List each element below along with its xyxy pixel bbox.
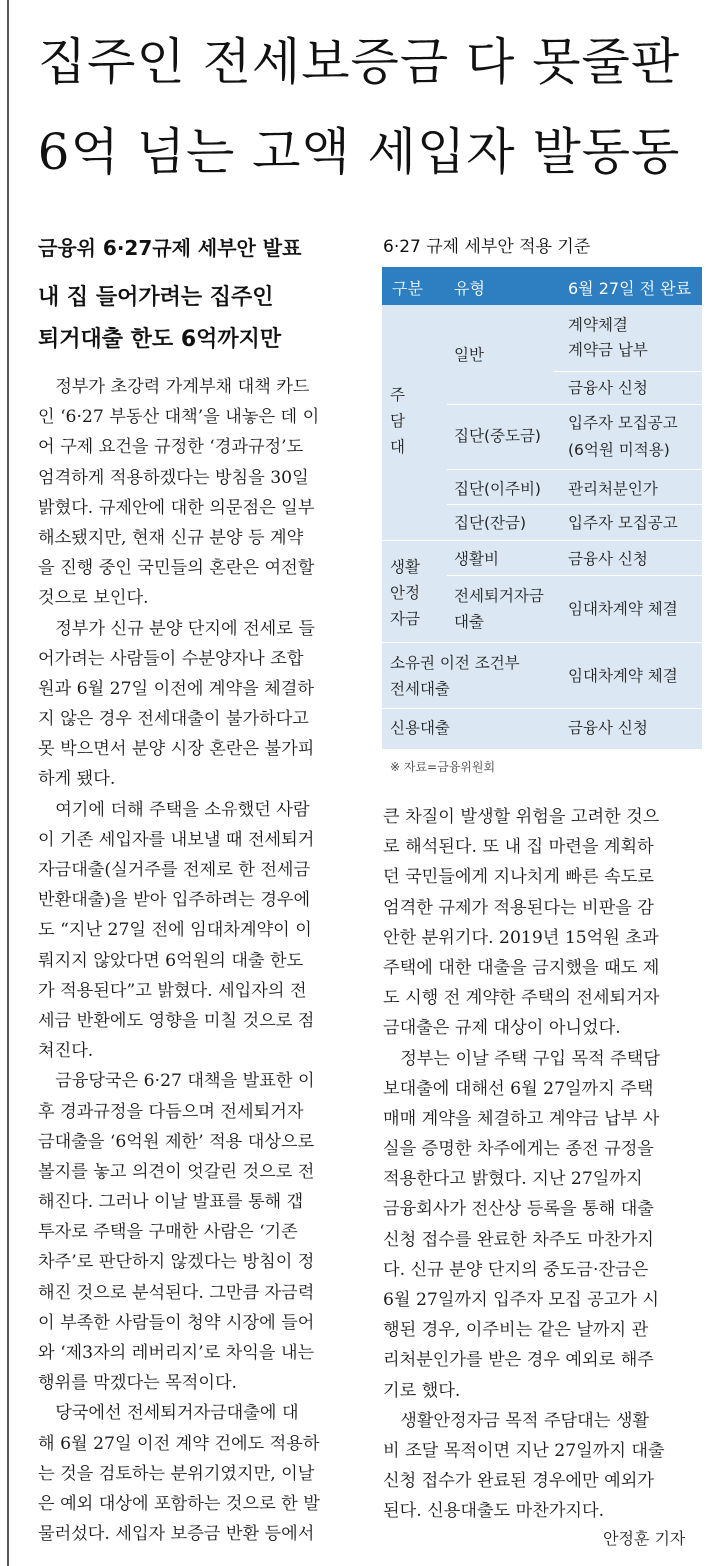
group-mortgage-char-3: 대 xyxy=(390,438,405,456)
article-line: 반환대출)을 받아 입주하려는 경우에 xyxy=(38,890,311,911)
article-line: 여기에 더해 주택을 소유했던 사람 xyxy=(38,799,310,820)
article-line: 금융회사가 전산상 등록을 통해 대출 xyxy=(383,1199,654,1220)
article-line: 도 시행 전 계약한 주택의 전세퇴거자 xyxy=(383,988,660,1009)
article-line: 리처분인가를 받은 경우 예외로 해주 xyxy=(383,1350,654,1371)
type-group-balance: 집단(잔금) xyxy=(454,514,526,532)
article-line: 후 경과규정을 다듬으며 전세퇴거자 xyxy=(38,1101,304,1122)
table-divider xyxy=(382,708,702,709)
article-line: 자금대출(실거주를 전제로 한 전세금 xyxy=(38,860,311,880)
type-group-middle-payment: 집단(중도금) xyxy=(454,427,541,445)
req-ownership: 임대차계약 체결 xyxy=(568,667,678,685)
article-line: 이 기존 세입자를 내보낼 때 전세퇴거 xyxy=(38,829,315,850)
type-jeonse-exit-1: 전세퇴거자금 xyxy=(454,587,544,605)
type-living-expense: 생활비 xyxy=(454,550,499,568)
type-ownership-1: 소유권 이전 조건부 xyxy=(390,654,520,672)
article-body-right-column xyxy=(383,802,705,1527)
table-divider xyxy=(382,642,702,643)
byline: 안정훈 기자 xyxy=(603,1529,686,1548)
req-general-apply: 금융사 신청 xyxy=(568,379,648,397)
subheadline-line-1: 내 집 들어가려는 집주인 xyxy=(38,285,274,310)
article-line: 다. 신규 분양 단지의 중도금·잔금은 xyxy=(383,1259,649,1280)
article-line: 행위를 막겠다는 목적이다. xyxy=(38,1373,238,1394)
article-line: 볼지를 놓고 의견이 엇갈린 것으로 전 xyxy=(38,1161,315,1182)
article-line: 을 진행 중인 국민들의 혼란은 여전할 xyxy=(38,558,315,579)
article-line: 금대출을 ‘6억원 제한’ 적용 대상으로 xyxy=(38,1131,315,1152)
type-ownership-2: 전세대출 xyxy=(390,680,450,698)
article-line: 도 “지난 27일 전에 임대차계약이 이 xyxy=(38,920,312,941)
table-header-row xyxy=(382,267,702,305)
group-mortgage-char-1: 주 xyxy=(390,386,405,404)
regulation-table xyxy=(382,267,702,749)
article-line: 해진 것으로 분석된다. 그만큼 자금력 xyxy=(38,1282,315,1303)
article-line: 기로 했다. xyxy=(383,1380,461,1401)
article-line: 매매 계약을 체결하고 계약금 납부 사 xyxy=(383,1108,660,1129)
group-living-line-1: 생활 xyxy=(390,558,420,576)
req-group-relocation: 관리처분인가 xyxy=(568,480,658,498)
req-group-middle-2: (6억원 미적용) xyxy=(568,441,670,459)
article-line: 해진다. 그러나 이날 발표를 통해 갭 xyxy=(38,1192,304,1213)
article-line: 신청 접수가 완료된 경우에만 예외가 xyxy=(383,1471,654,1492)
kicker: 금융위 6·27규제 세부안 발표 xyxy=(38,236,302,260)
article-line: 비 조달 목적이면 지난 27일까지 대출 xyxy=(383,1440,665,1461)
article-line: 금융당국은 6·27 대책을 발표한 이 xyxy=(38,1071,315,1092)
req-general-contract-1: 계약체결 xyxy=(568,316,628,334)
table-divider xyxy=(382,540,702,541)
article-line: 것으로 보인다. xyxy=(38,588,149,609)
article-line: 큰 차질이 발생할 위험을 고려한 것으 xyxy=(383,807,660,827)
type-general: 일반 xyxy=(454,346,484,364)
table-divider xyxy=(554,371,702,372)
type-group-relocation: 집단(이주비) xyxy=(454,480,541,498)
table-divider xyxy=(447,404,702,405)
article-line: 밝혔다. 규제안에 대한 의문점은 일부 xyxy=(38,497,315,518)
article-line: 주택에 대한 대출을 금지했을 때도 제 xyxy=(383,957,660,978)
subheadline-line-2: 퇴거대출 한도 6억까지만 xyxy=(38,327,282,352)
headline-line-2: 6억 넘는 고액 세입자 발동동 xyxy=(37,123,681,181)
article-line: 보대출에 대해선 6월 27일까지 주택 xyxy=(383,1078,654,1099)
article-line: 엄격한 규제가 적용된다는 비판을 감 xyxy=(383,897,654,918)
article-line: 는 것을 검토하는 분위기였지만, 이날 xyxy=(38,1463,315,1484)
article-line: 실을 증명한 차주에게는 종전 규정을 xyxy=(383,1139,654,1160)
article-line: 생활안정자금 목적 주담대는 생활 xyxy=(383,1410,650,1431)
article-line: 원과 6월 27일 이전에 계약을 체결하 xyxy=(38,678,314,699)
table-title: 6·27 규제 세부안 적용 기준 xyxy=(383,237,591,257)
article-line: 와 ‘제3자의 레버리지’로 차익을 내는 xyxy=(38,1343,315,1363)
article-body-left-column xyxy=(38,372,360,1549)
req-jeonse-exit: 임대차계약 체결 xyxy=(568,600,678,618)
article-line: 6월 27일까지 입주자 모집 공고가 시 xyxy=(383,1290,659,1310)
req-group-middle-1: 입주자 모집공고 xyxy=(568,414,678,432)
article-line: 정부는 이날 주택 구입 목적 주택담 xyxy=(383,1048,660,1069)
article-line: 은 예외 대상에 포함하는 것으로 한 발 xyxy=(38,1493,320,1514)
article-line: 쳐진다. xyxy=(38,1041,94,1062)
article-line: 인 ‘6·27 부동산 대책’을 내놓은 데 이 xyxy=(38,407,320,428)
req-group-balance: 입주자 모집공고 xyxy=(568,514,678,532)
article-line: 당국에선 전세퇴거자금대출에 대 xyxy=(38,1403,299,1424)
article-line: 지 않은 경우 전세대출이 불가하다고 xyxy=(38,709,309,730)
article-line: 행된 경우, 이주비는 같은 날까지 관 xyxy=(383,1320,649,1341)
table-source-note: ※ 자료=금융위원회 xyxy=(390,760,496,774)
type-jeonse-exit-2: 대출 xyxy=(454,613,484,631)
article-line: 차주’로 판단하지 않겠다는 방침이 정 xyxy=(38,1252,315,1273)
req-living-expense: 금융사 신청 xyxy=(568,550,648,568)
group-living-line-3: 자금 xyxy=(390,610,420,628)
type-credit: 신용대출 xyxy=(390,719,450,737)
article-line: 이 부족한 사람들이 청약 시장에 들어 xyxy=(38,1312,315,1333)
article-line: 어가려는 사람들이 수분양자나 조합 xyxy=(38,648,304,669)
article-line: 못 박으면서 분양 시장 혼란은 불가피 xyxy=(38,739,315,760)
group-living-line-2: 안정 xyxy=(390,584,420,602)
article-line: 던 국민들에게 지나치게 빠른 속도로 xyxy=(383,867,654,888)
article-line: 금대출은 규제 대상이 아니었다. xyxy=(383,1018,621,1039)
table-header-category: 구분 xyxy=(392,279,423,298)
table-header-deadline: 6월 27일 전 완료 xyxy=(568,279,692,298)
article-line: 정부가 신규 분양 단지에 전세로 들 xyxy=(38,618,315,639)
group-mortgage-char-2: 담 xyxy=(390,412,405,430)
table-header-type: 유형 xyxy=(454,279,485,298)
article-line: 정부가 초강력 가계부채 대책 카드 xyxy=(38,377,310,397)
article-line: 가 적용된다”고 밝혔다. 세입자의 전 xyxy=(38,980,307,1001)
article-line: 어 구제 요건을 규정한 ‘경과규정’도 xyxy=(38,437,304,458)
req-general-contract-2: 계약금 납부 xyxy=(568,341,648,359)
headline-line-1: 집주인 전세보증금 다 못줄판 xyxy=(37,33,681,91)
table-divider xyxy=(447,575,702,576)
article-line: 해소됐지만, 현재 신규 분양 등 계약 xyxy=(38,527,304,548)
article-line: 뤄지지 않았다면 6억원의 대출 한도 xyxy=(38,950,304,971)
article-line: 엄격하게 적용하겠다는 방침을 30일 xyxy=(38,467,309,488)
table-divider xyxy=(447,469,702,470)
article-line: 투자로 주택을 구매한 사람은 ‘기존 xyxy=(38,1222,298,1243)
article-line: 해 6월 27일 이전 계약 건에도 적용하 xyxy=(38,1433,320,1454)
article-line: 된다. 신용대출도 마찬가지다. xyxy=(383,1501,605,1522)
table-divider xyxy=(447,504,702,505)
article-line: 하게 됐다. xyxy=(38,769,116,790)
article-line: 적용한다고 밝혔다. 지난 27일까지 xyxy=(383,1169,643,1190)
article-line: 로 해석된다. 또 내 집 마련을 계획하 xyxy=(383,837,654,858)
article-line: 신청 접수를 완료한 차주도 마찬가지 xyxy=(383,1229,654,1250)
page-left-border xyxy=(7,0,9,1566)
article-line: 안한 분위기다. 2019년 15억원 초과 xyxy=(383,927,659,948)
article-line: 세금 반환에도 영향을 미칠 것으로 점 xyxy=(38,1010,315,1031)
article-line: 물러섰다. 세입자 보증금 반환 등에서 xyxy=(38,1524,315,1545)
req-credit: 금융사 신청 xyxy=(568,719,648,737)
